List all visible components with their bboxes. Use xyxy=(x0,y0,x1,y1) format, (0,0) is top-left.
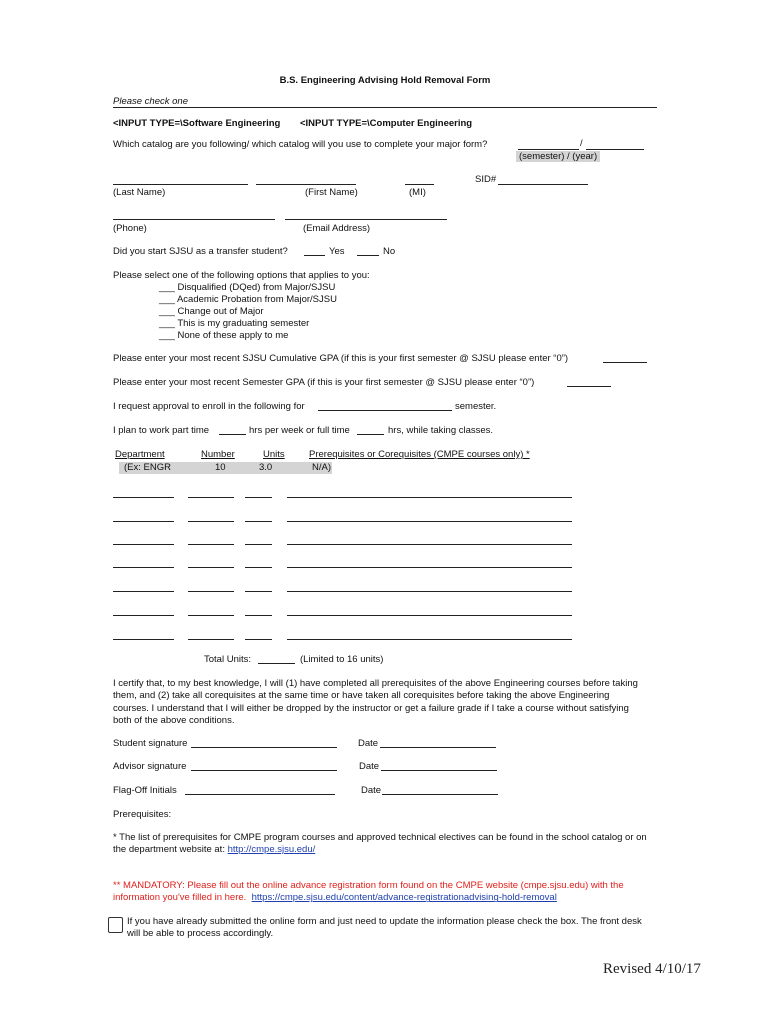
advisor-date-field[interactable] xyxy=(381,770,497,771)
checkbox-note: If you have already submitted the online form and just need to update the information please check the box. The front desk will be able to process accordingly. xyxy=(127,916,642,940)
number-field[interactable] xyxy=(188,544,234,545)
example-prereq: N/A) xyxy=(312,462,331,473)
advisor-signature-label: Advisor signature xyxy=(113,761,187,772)
student-date-label: Date xyxy=(358,738,379,749)
cmpe-website-link[interactable]: http://cmpe.sjsu.edu/ xyxy=(227,844,316,856)
units-field[interactable] xyxy=(245,591,272,592)
semester-gpa-label: Please enter your most recent Semester GPA (if this is your first semester @ SJSU please enter “0”) xyxy=(113,377,535,388)
option-item[interactable]: ___ Academic Probation from Major/SJSU xyxy=(159,294,337,305)
department-field[interactable] xyxy=(113,497,174,498)
transfer-yes-field[interactable] xyxy=(304,255,325,256)
update-checkbox[interactable] xyxy=(108,917,123,933)
transfer-yes-label: Yes xyxy=(329,246,345,257)
department-field[interactable] xyxy=(113,544,174,545)
catalog-question: Which catalog are you following/ which catalog will you use to complete your major form? xyxy=(113,139,488,150)
number-field[interactable] xyxy=(188,567,234,568)
phone-field[interactable] xyxy=(113,219,275,220)
certification-text: I certify that, to my best knowledge, I will (1) have completed all prerequisites of the above Engineering courses before taking them, and (2) take all corequisites at the same time or have taken all corequisites before taking the above Engineering courses. I understand that I will either be dropped by the instructor or get a failure grade if I take a course without satisfying both of the above conditions. xyxy=(113,678,638,727)
work-suffix: hrs, while taking classes. xyxy=(388,425,494,436)
total-units-label: Total Units: xyxy=(204,654,251,665)
prereq-field[interactable] xyxy=(287,567,572,568)
enroll-label: I request approval to enroll in the following for xyxy=(113,401,305,412)
catalog-year-field[interactable] xyxy=(586,149,644,150)
prereq-field[interactable] xyxy=(287,639,572,640)
sid-field[interactable] xyxy=(498,184,588,185)
units-field[interactable] xyxy=(245,615,272,616)
prereq-field[interactable] xyxy=(287,615,572,616)
major-software-option[interactable]: <INPUT TYPE=\Software Engineering xyxy=(113,118,281,129)
work-label: I plan to work part time xyxy=(113,425,210,436)
catalog-semester-field[interactable] xyxy=(518,149,579,150)
col-header-department: Department xyxy=(115,449,165,460)
flag-off-label: Flag-Off Initials xyxy=(113,785,177,796)
flag-off-field[interactable] xyxy=(185,794,335,795)
mi-field[interactable] xyxy=(405,184,434,185)
first-name-label: (First Name) xyxy=(305,187,358,198)
last-name-label: (Last Name) xyxy=(113,187,166,198)
email-field[interactable] xyxy=(285,219,447,220)
transfer-no-field[interactable] xyxy=(357,255,379,256)
number-field[interactable] xyxy=(188,591,234,592)
department-field[interactable] xyxy=(113,521,174,522)
units-field[interactable] xyxy=(245,639,272,640)
transfer-question: Did you start SJSU as a transfer student? xyxy=(113,246,288,257)
enroll-semester-field[interactable] xyxy=(318,410,452,411)
prerequisites-label: Prerequisites: xyxy=(113,809,172,820)
department-field[interactable] xyxy=(113,639,174,640)
mandatory-notice xyxy=(113,880,658,905)
example-number: 10 xyxy=(215,462,226,473)
part-time-hours-field[interactable] xyxy=(219,434,246,435)
catalog-hint: (semester) / (year) xyxy=(516,151,600,162)
work-middle-label: hrs per week or full time xyxy=(249,425,350,436)
student-signature-label: Student signature xyxy=(113,738,188,749)
catalog-slash: / xyxy=(580,138,583,149)
phone-label: (Phone) xyxy=(113,223,147,234)
footnote xyxy=(113,832,647,857)
department-field[interactable] xyxy=(113,591,174,592)
option-item[interactable]: ___ This is my graduating semester xyxy=(159,318,310,329)
prereq-field[interactable] xyxy=(287,497,572,498)
cumulative-gpa-label: Please enter your most recent SJSU Cumulative GPA (if this is your first semester @ SJSU please enter “0”) xyxy=(113,353,569,364)
number-field[interactable] xyxy=(188,497,234,498)
prereq-field[interactable] xyxy=(287,544,572,545)
advisor-date-label: Date xyxy=(359,761,380,772)
units-field[interactable] xyxy=(245,497,272,498)
number-field[interactable] xyxy=(188,639,234,640)
form-title: B.S. Engineering Advising Hold Removal Form xyxy=(279,75,491,86)
option-item[interactable]: ___ Disqualified (DQed) from Major/SJSU xyxy=(159,282,336,293)
col-header-prereq: Prerequisites or Corequisites (CMPE courses only) * xyxy=(309,449,530,460)
cumulative-gpa-field[interactable] xyxy=(603,362,647,363)
example-units: 3.0 xyxy=(259,462,273,473)
flag-date-label: Date xyxy=(361,785,382,796)
student-date-field[interactable] xyxy=(380,747,496,748)
student-signature-field[interactable] xyxy=(191,747,337,748)
option-item[interactable]: ___ None of these apply to me xyxy=(159,330,289,341)
transfer-no-label: No xyxy=(383,246,396,257)
full-time-hours-field[interactable] xyxy=(357,434,384,435)
prereq-field[interactable] xyxy=(287,591,572,592)
header-rule xyxy=(113,107,657,108)
option-item[interactable]: ___ Change out of Major xyxy=(159,306,264,317)
example-department: (Ex: ENGR xyxy=(124,462,171,473)
department-field[interactable] xyxy=(113,615,174,616)
advisor-signature-field[interactable] xyxy=(191,770,337,771)
footnote-text: * The list of prerequisites for CMPE program courses and approved technical electives can be found in the school catalog or on the department website at: xyxy=(113,832,647,856)
number-field[interactable] xyxy=(188,521,234,522)
email-label: (Email Address) xyxy=(303,223,371,234)
department-field[interactable] xyxy=(113,567,174,568)
mi-label: (MI) xyxy=(409,187,426,198)
total-units-field[interactable] xyxy=(258,663,295,664)
last-name-field[interactable] xyxy=(113,184,248,185)
units-field[interactable] xyxy=(245,567,272,568)
flag-date-field[interactable] xyxy=(382,794,498,795)
first-name-field[interactable] xyxy=(256,184,356,185)
prereq-field[interactable] xyxy=(287,521,572,522)
sid-label: SID# xyxy=(475,174,497,185)
units-field[interactable] xyxy=(245,544,272,545)
number-field[interactable] xyxy=(188,615,234,616)
mandatory-text: ** MANDATORY: Please fill out the online advance registration form found on the CMPE website (cmpe.sjsu.edu) with the information you've filled in here. xyxy=(113,880,624,904)
options-prompt: Please select one of the following options that applies to you: xyxy=(113,270,370,281)
major-computer-option[interactable]: <INPUT TYPE=\Computer Engineering xyxy=(300,118,473,129)
enroll-suffix: semester. xyxy=(455,401,497,412)
revision-date: Revised 4/10/17 xyxy=(603,961,701,977)
total-units-limit: (Limited to 16 units) xyxy=(300,654,384,665)
semester-gpa-field[interactable] xyxy=(567,386,611,387)
check-one-label: Please check one xyxy=(113,96,188,107)
advance-registration-link[interactable]: https://cmpe.sjsu.edu/content/advance-registrationadvising-hold-removal xyxy=(251,892,557,904)
col-header-number: Number xyxy=(201,449,235,460)
col-header-units: Units xyxy=(263,449,285,460)
units-field[interactable] xyxy=(245,521,272,522)
